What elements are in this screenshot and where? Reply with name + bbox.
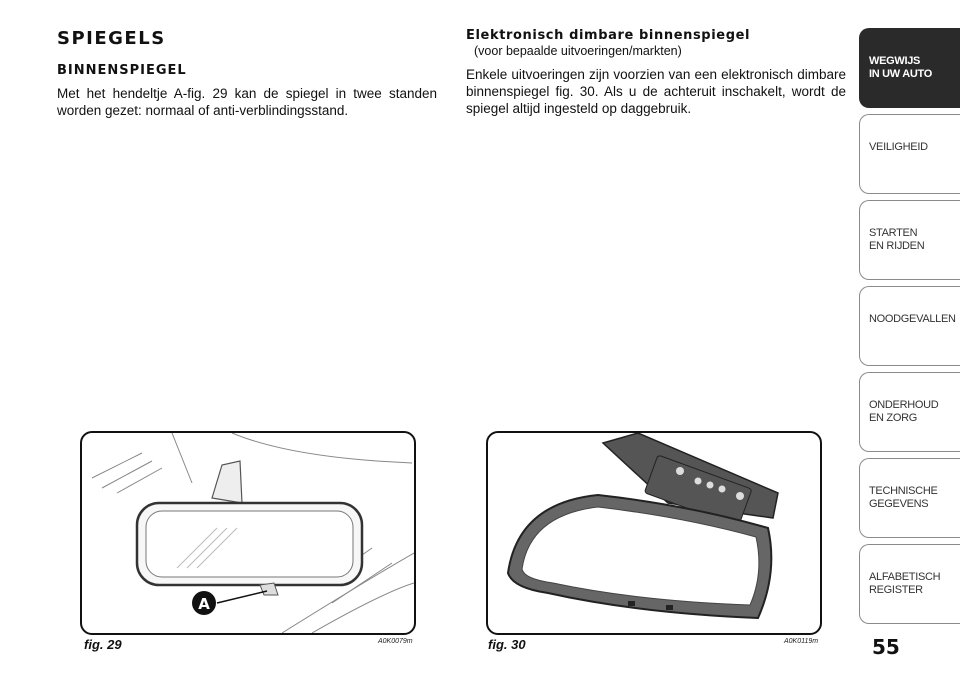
body-paragraph: Enkele uitvoeringen zijn voorzien van een elektronisch dimbare binnenspiegel fig. 30. Als u de achteruit inschakelt, wordt de spiegel altijd ingesteld op daggebruik. xyxy=(466,67,846,116)
tab-label: ONDERHOUD EN ZORG xyxy=(869,399,939,424)
subsection-title: BINNENSPIEGEL xyxy=(57,63,187,78)
auto-dimming-mirror-illustration xyxy=(488,433,820,633)
tab-veiligheid[interactable] xyxy=(859,114,960,194)
figure-code: A0K0079m xyxy=(378,638,413,645)
tab-label: ALFABETISCH REGISTER xyxy=(869,571,941,596)
tab-label: TECHNISCHE GEGEVENS xyxy=(869,485,938,510)
body-paragraph: Met het hendeltje A-fig. 29 kan de spiegel in twee standen worden gezet: normaal of anti-verblindingsstand. xyxy=(57,86,437,118)
tab-technische-gegevens[interactable] xyxy=(859,458,960,538)
left-column xyxy=(57,28,437,119)
figure-caption: fig. 30 xyxy=(488,637,526,652)
figure-30-illustration xyxy=(486,431,822,635)
tab-label: WEGWIJS IN UW AUTO xyxy=(869,55,932,80)
tab-label: NOODGEVALLEN xyxy=(869,313,956,325)
page-number: 55 xyxy=(872,635,900,659)
tab-label: VEILIGHEID xyxy=(869,141,928,153)
tab-label: STARTEN EN RIJDEN xyxy=(869,227,925,252)
tab-noodgevallen[interactable] xyxy=(859,286,960,366)
tab-wegwijs[interactable] xyxy=(859,28,960,108)
section-title: SPIEGELS xyxy=(57,28,166,49)
availability-note: (voor bepaalde uitvoeringen/markten) xyxy=(474,44,682,58)
figure-29-illustration xyxy=(80,431,416,635)
callout-a-label: A xyxy=(198,595,210,613)
tab-onderhoud[interactable] xyxy=(859,372,960,452)
tab-starten[interactable] xyxy=(859,200,960,280)
right-column xyxy=(466,28,846,117)
figure-caption: fig. 29 xyxy=(84,637,122,652)
subsection-title: Elektronisch dimbare binnenspiegel xyxy=(466,28,751,43)
figure-code: A0K0119m xyxy=(784,638,819,645)
rearview-mirror-illustration xyxy=(82,433,414,633)
tab-alfabetisch-register[interactable] xyxy=(859,544,960,624)
